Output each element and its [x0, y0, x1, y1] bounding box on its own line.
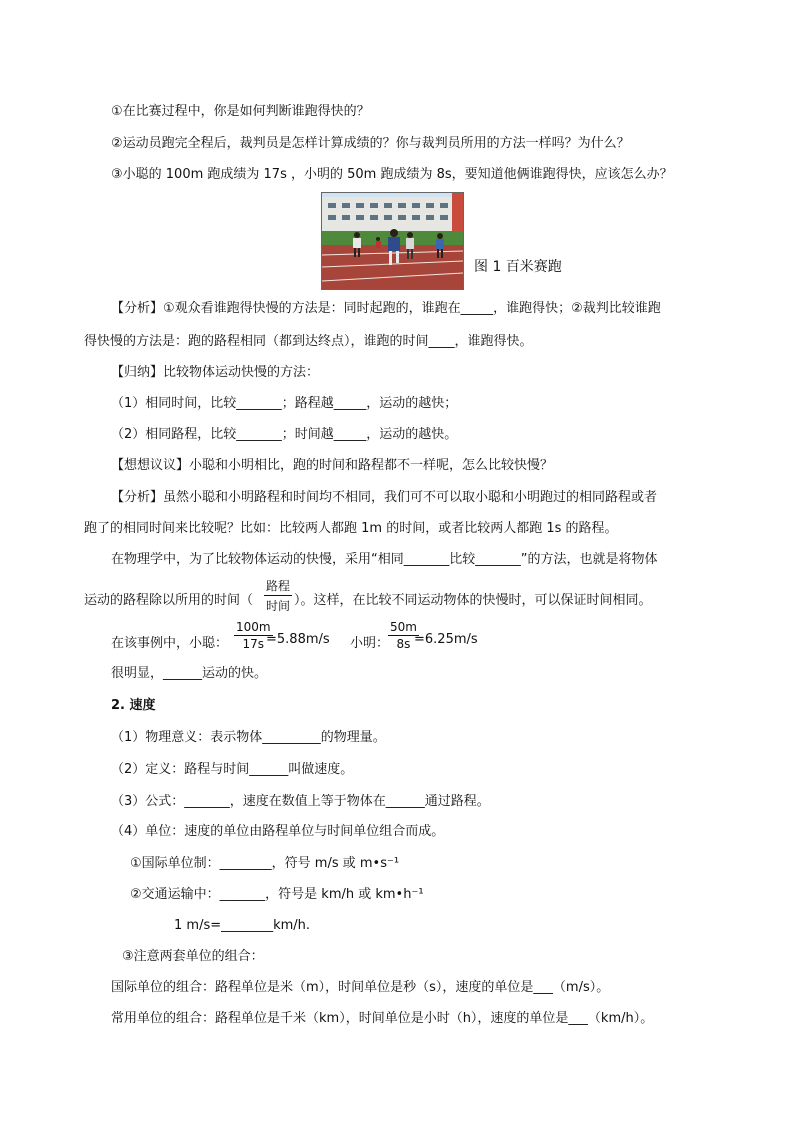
analysis-2-line-1: 【分析】虽然小聪和小明路程和时间均不相同，我们可不可以取小聪和小明跑过的相同路程或者: [111, 490, 658, 505]
analysis-1-line-2: 得快慢的方法是：跑的路程相同（都到达终点），谁跑的时间____，谁跑得快。: [84, 334, 533, 349]
unit-conversion: 1 m/s=________km/h.: [174, 918, 311, 933]
xiaocong-distance: 100m: [236, 620, 271, 634]
fraction-denominator: 时间: [266, 599, 291, 613]
xiaoming-result: =6.25m/s: [414, 632, 478, 647]
fraction-numerator: 路程: [264, 577, 292, 596]
race-photo-illustration: [322, 193, 463, 289]
think-discuss: 【想想议议】小聪和小明相比，跑的时间和路程都不一样呢，怎么比较快慢？: [111, 458, 554, 473]
question-2: ②运动员跑完全程后，裁判员是怎样计算成绩的？你与裁判员所用的方法一样吗？为什么？: [111, 136, 630, 151]
unit-si: ①国际单位制：________，符号 m/s 或 m•s⁻¹: [130, 856, 400, 871]
analysis-1-line-1: 【分析】①观众看谁跑得快慢的方法是：同时起跑的，谁跑在_____，谁跑得快；②裁判比较谁跑: [111, 301, 661, 316]
physics-line-1: 在物理学中，为了比较物体运动的快慢，采用“相同_______比较_______”的方法，也就是将物体: [111, 552, 658, 567]
question-1: ①在比赛过程中，你是如何判断谁跑得快的？: [111, 104, 370, 119]
xiaoming-label: 小明：: [350, 636, 390, 651]
analysis-2-line-2: 跑了的相同时间来比较呢？比如：比较两人都跑 1m 的时间，或者比较两人都跑 1s 的路程。: [84, 521, 618, 536]
obvious-conclusion: 很明显，______运动的快。: [111, 666, 268, 681]
race-photo: [321, 192, 464, 290]
physics-line-2-post: ）。这样，在比较不同运动物体的快慢时，可以保证时间相同。: [294, 593, 652, 608]
fraction-distance-over-time: [264, 577, 292, 614]
summary-heading: 【归纳】比较物体运动快慢的方法：: [111, 365, 320, 380]
unit-common-combination: 常用单位的组合：路程单位是千米（km），时间单位是小时（h），速度的单位是___（km/h）。: [111, 1011, 654, 1026]
section-speed-heading: 2. 速度: [111, 698, 156, 713]
speed-definition: （2）定义：路程与时间______叫做速度。: [111, 762, 354, 777]
example-prefix: 在该事例中，小聪：: [111, 636, 229, 651]
speed-formula: （3）公式：_______，速度在数值上等于物体在______通过路程。: [111, 794, 490, 809]
xiaoming-time: 8s: [396, 637, 411, 651]
method-2: （2）相同路程，比较_______；时间越_____，运动的越快。: [111, 427, 458, 442]
unit-si-combination: 国际单位的组合：路程单位是米（m），时间单位是秒（s），速度的单位是___（m/s）。: [111, 980, 610, 995]
question-3: ③小聪的 100m 跑成绩为 17s ，小明的 50m 跑成绩为 8s，要知道他俩谁跑得快，应该怎么办？: [111, 167, 673, 182]
xiaocong-time: 17s: [242, 637, 265, 651]
speed-meaning: （1）物理意义：表示物体_________的物理量。: [111, 730, 386, 745]
unit-note: ③注意两套单位的组合：: [122, 949, 264, 964]
method-1: （1）相同时间，比较_______；路程越_____，运动的越快；: [111, 396, 458, 411]
figure-caption: 图 1 百米赛跑: [474, 259, 562, 275]
speed-unit: （4）单位：速度的单位由路程单位与时间单位组合而成。: [111, 824, 445, 839]
physics-line-2-pre: 运动的路程除以所用的时间（: [84, 593, 254, 608]
unit-traffic: ②交通运输中：_______，符号是 km/h 或 km•h⁻¹: [130, 887, 424, 902]
xiaocong-result: =5.88m/s: [266, 632, 330, 647]
xiaoming-distance: 50m: [390, 620, 417, 634]
